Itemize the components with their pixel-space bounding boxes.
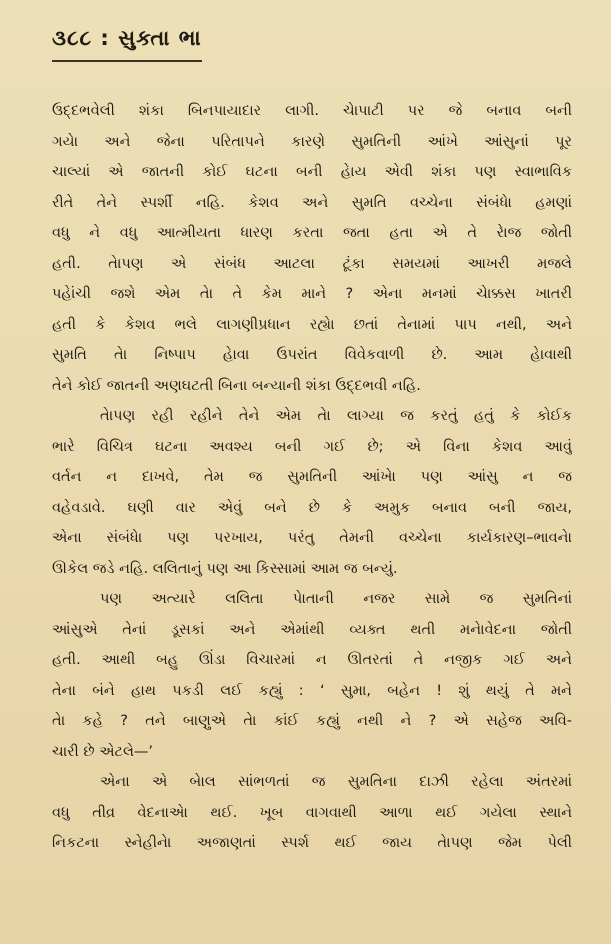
text-line: તેા કહે ? તને બાણુએ તેા કાંઈ કહ્યું નથી ને ? એ સહેજ અવિ- (52, 713, 572, 729)
text-line: રીતે તેને સ્પર્શી નહિ. કેશવ અને સુમતિ વચ્ચેના સંબંધેા હમણાં (52, 194, 572, 211)
text-line: આંસુએ તેનાં ડૂસકાં અને એમાંથી વ્યક્ત થતી મનેાવેદના જોતી (52, 621, 572, 638)
text-line: વર્તન ન દાખવે, તેમ જ સુમતિની આંખેા પણ આંસુ ન જ (52, 469, 572, 485)
text-line: વધુ ને વધુ આત્મીયતા ધારણ કરતા જતા હતા એ તે રેાજ જોતી (52, 225, 572, 241)
text-line: હતી. આથી બહુ ઊંડા વિચારમાં ન ઊતરતાં તે નજીક ગઈ અને (52, 652, 572, 668)
text-line: વધુ તીવ્ર વેદનાએા થઈ. ખૂબ વાગવાથી આળા થઈ ગયેલા સ્થાને (52, 804, 572, 821)
text-line: એના એ બેાલ સાંભળતાં જ સુમતિના દાઝી રહેલા અંતરમાં (100, 774, 572, 790)
page-body (52, 96, 572, 859)
text-line: હતી કે કેશવ ભલે લાગણીપ્રધાન રહ્યેા છતાં તેનામાં પાપ નથી, અને (52, 316, 572, 333)
header-underline (52, 60, 202, 62)
text-line: હતી. તેાપણ એ સંબંધ આટલા ટૂંકા સમયમાં આખરી મજલે (52, 255, 572, 272)
text-line: તેના બંને હાથ પકડી લઈ કહ્યું : ‘ સુમા, બહેન ! શું થયું તે મને (52, 682, 572, 699)
text-line: વહેવડાવે. ઘણી વાર એવું બને છે કે અમુક બનાવ બની જાય, (52, 499, 572, 516)
page-header: ૩૮૮ : સુક્તા ભા (52, 26, 202, 50)
text-line: એના સંબંધેા પણ પરખાય, પરંતુ તેમની વચ્ચેના કાર્યકારણ–ભાવનેા (52, 530, 572, 546)
text-line: ઊકેલ જડે નહિ. લલિતાનું પણ આ કિસ્સામાં આમ જ બન્યું. (52, 560, 398, 577)
text-line: તેને કોઈ જાતની અણઘટતી બિના બન્યાની શંકા ઉદ્દભવી નહિ. (52, 377, 421, 394)
text-line: પણ અત્યારે લલિતા પેાતાની નજર સામે જ સુમતિનાં (100, 591, 572, 607)
text-line: નિકટના સ્નેહીનેા અજાણતાં સ્પર્શ થઈ જાય તેાપણ જેમ પેલી (52, 835, 572, 851)
text-line: સુમતિ તેા નિષ્પાપ હેાવા ઉપરાંત વિવેકવાળી છે. આમ હેાવાથી (52, 347, 572, 363)
text-line: ચાલ્યાં એ જાતની કોઈ ઘટના બની હેાય એવી શંકા પણ સ્વાભાવિક (52, 164, 572, 180)
text-line: તેાપણ રહી રહીને તેને એમ તેા લાગ્યા જ કરતું હતું કે કોઈક (100, 408, 572, 424)
text-line: ચારી છે એટલે—’ (52, 743, 154, 760)
text-line: ઉદ્દભવેલી શંકા બિનપાયાદાર લાગી. ચેાપાટી પર જે બનાવ બની (52, 103, 572, 119)
text-line: ભારે વિચિત્ર ઘટના અવશ્ય બની ગઈ છે; એ વિના કેશવ આવું (52, 438, 572, 455)
text-line: પહેાંચી જશે એમ તેા તે કેમ માને ? એના મનમાં ચેાક્કસ ખાતરી (52, 286, 572, 302)
text-line: ગયેા અને જેના પરિતાપને કારણે સુમતિની આંખે આંસુનાં પૂર (52, 133, 572, 150)
